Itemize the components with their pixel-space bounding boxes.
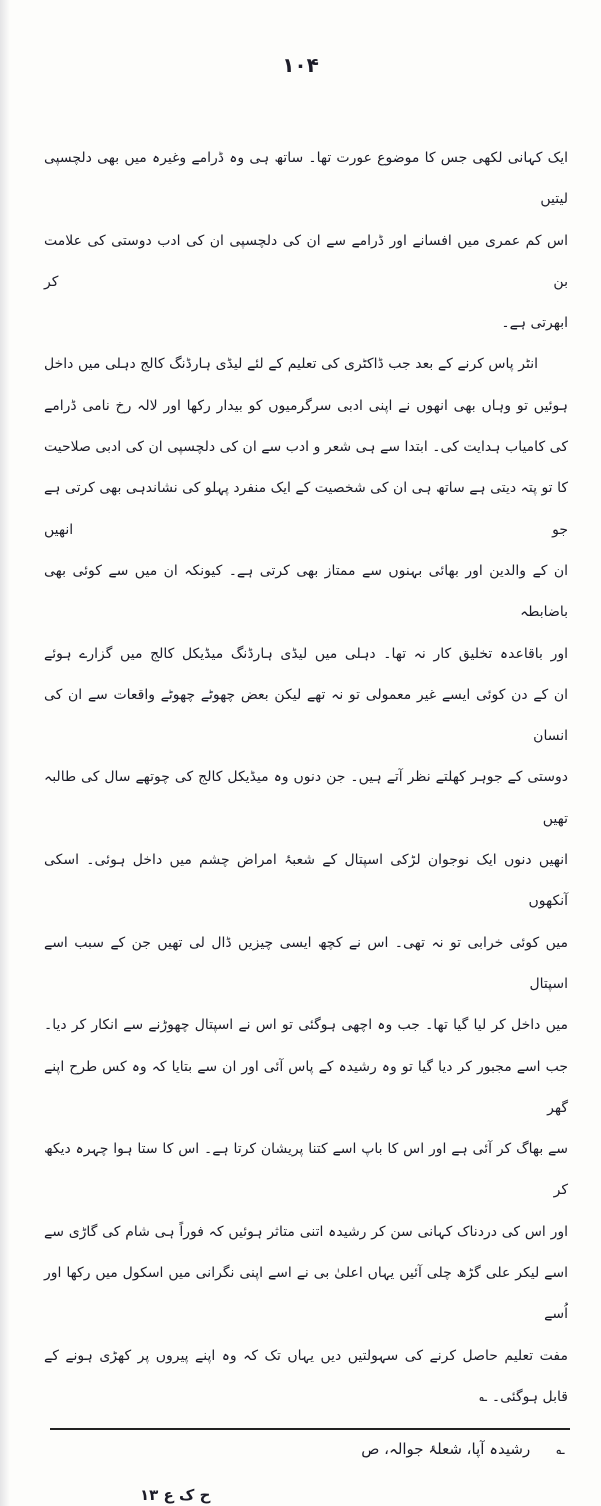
text-line: کا تو پتہ دیتی ہے ساتھ ہی ان کی شخصیت کے ایک منفرد پہلو کی نشاندہی بھی کرتی ہے جو انھیں bbox=[44, 480, 568, 538]
text-line: انھیں دنوں ایک نوجوان لڑکی اسپتال کے شعبۂ امراض چشم میں داخل ہوئی۔ اسکی آنکھوں bbox=[44, 852, 568, 910]
footnote-divider bbox=[50, 1428, 570, 1430]
body-text bbox=[44, 138, 568, 1418]
text-line: جب اسے مجبور کر دیا گیا تو وہ رشیدہ کے پاس آئی اور ان سے بتایا کہ وہ کس طرح اپنے گھر bbox=[44, 1058, 568, 1116]
text-line: ان کے والدین اور بھائی بہنوں سے ممتاز بھی کرتی ہے۔ کیونکہ ان میں سے کوئی بھی باضابطہ bbox=[44, 562, 568, 621]
text-line: میں داخل کر لیا گیا تھا۔ جب وہ اچھی ہوگئی تو اس نے اسپتال چھوڑنے سے انکار کر دیا۔ bbox=[44, 1017, 568, 1034]
signature-mark: ح ک ع ۱۳ bbox=[140, 1486, 211, 1505]
text-line: ابھرتی ہے۔ bbox=[501, 315, 568, 332]
text-line: ہوئیں تو وہاں بھی انھوں نے اپنی ادبی سرگرمیوں کو بیدار رکھا اور لالہ رخ نامی ڈرامے bbox=[44, 397, 568, 414]
footnote-text: رشیدہ آپا، شعلۂ جوالہ، ص bbox=[361, 1440, 531, 1459]
page-number: ۱۰۴ bbox=[282, 53, 319, 77]
text-line: مفت تعلیم حاصل کرنے کی سہولتیں دیں یہاں تک کہ وہ اپنے پیروں پر کھڑی ہونے کے bbox=[44, 1347, 568, 1364]
text-line: اور باقاعدہ تخلیق کار نہ تھا۔ دہلی میں لیڈی ہارڈنگ میڈیکل کالج میں گزارے ہوئے bbox=[44, 645, 568, 662]
text-line: انٹر پاس کرنے کے بعد جب ڈاکٹری کی تعلیم کے لئے لیڈی ہارڈنگ کالج دہلی میں داخل bbox=[44, 356, 538, 373]
footnote bbox=[50, 1438, 565, 1460]
text-line: قابل ہوگئی۔ ؎ bbox=[479, 1388, 568, 1405]
text-line: دوستی کے جوہر کھلتے نظر آتے ہیں۔ جن دنوں وہ میڈیکل کالج کی چوتھے سال کی طالبہ تھیں bbox=[44, 769, 568, 827]
footnote-marker: ؎ bbox=[556, 1440, 565, 1459]
text-line: کی کامیاب ہدایت کی۔ ابتدا سے ہی شعر و ادب سے ان کی دلچسپی ان کی ادبی صلاحیت bbox=[44, 439, 568, 456]
text-line: اس کم عمری میں افسانے اور ڈرامے سے ان کی دلچسپی ان کی ادب دوستی کی علامت بن کر bbox=[44, 232, 568, 290]
text-line: سے بھاگ کر آئی ہے اور اس کا باپ اسے کتنا پریشان کرتا ہے۔ اس کا ستا ہوا چہرہ دیکھ کر bbox=[44, 1141, 568, 1199]
scan-edge-shadow bbox=[0, 0, 10, 1506]
text-line: میں کوئی خرابی تو نہ تھی۔ اس نے کچھ ایسی چیزیں ڈال لی تھیں جن کے سبب اسے اسپتال bbox=[44, 934, 568, 992]
text-line: ان کے دن کوئی ایسے غیر معمولی تو نہ تھے لیکن بعض چھوٹے چھوٹے واقعات سے ان کی انسان bbox=[44, 686, 568, 745]
text-line: اور اس کی دردناک کہانی سن کر رشیدہ اتنی متاثر ہوئیں کہ فوراً ہی شام کی گاڑی سے bbox=[44, 1223, 568, 1240]
text-line: اسے لیکر علی گڑھ چلی آئیں یہاں اعلیٰ بی نے اسے اپنی نگرانی میں اسکول میں رکھا اور اُسے bbox=[44, 1265, 568, 1323]
text-line: ایک کہانی لکھی جس کا موضوع عورت تھا۔ ساتھ ہی وہ ڈرامے وغیرہ میں بھی دلچسپی لیتیں bbox=[44, 150, 568, 208]
